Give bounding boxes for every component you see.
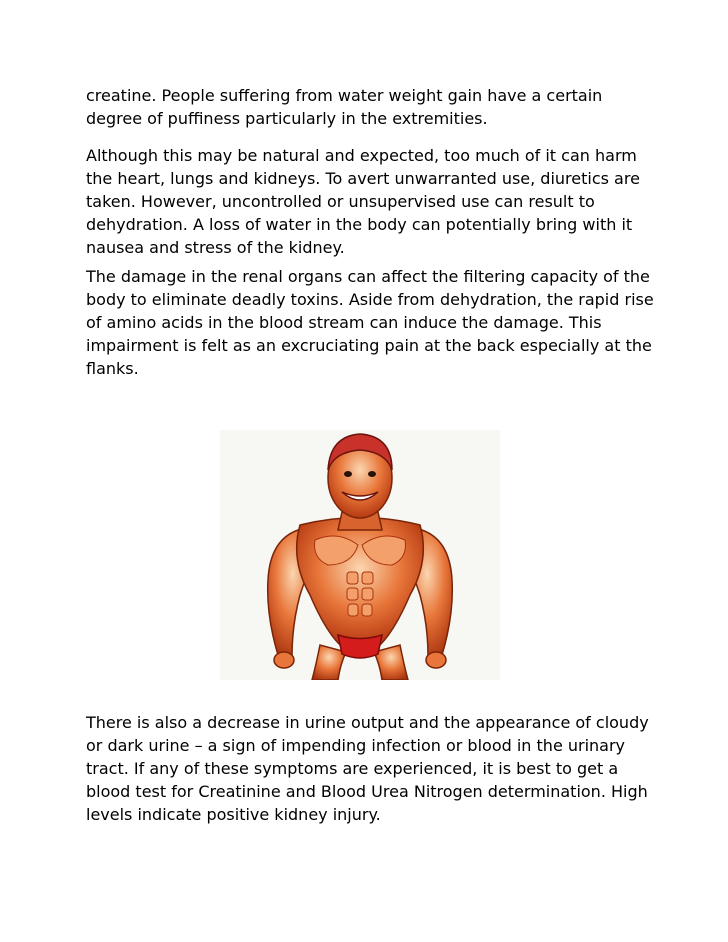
paragraph-text: creatine. People suffering from water weight gain have a certain degree of puffiness particularly in the extremities.: [86, 86, 603, 128]
paragraph-text: Although this may be natural and expected, too much of it can harm the heart, lungs and kidneys. To avert unwarranted use, diuretics are taken. However, uncontrolled or unsupervised use can result to dehydration. A loss of water in the body can potentially bring with it nausea and stress of the kidney.: [86, 146, 640, 257]
paragraph-text: The damage in the renal organs can affect the filtering capacity of the body to eliminate deadly toxins. Aside from dehydration, the rapid rise of amino acids in the blood stream can induce the damage. This impairment is felt as an excruciating pain at the back especially at the flanks.: [86, 267, 654, 378]
muscle-man-icon: [220, 430, 500, 680]
paragraph: [86, 711, 656, 826]
paragraph: [86, 84, 656, 130]
muscle-man-illustration: [220, 430, 500, 680]
paragraph: [86, 265, 656, 380]
paragraph-text: There is also a decrease in urine output and the appearance of cloudy or dark urine – a sign of impending infection or blood in the urinary tract. If any of these symptoms are experienced, it is best to get a blood test for Creatinine and Blood Urea Nitrogen determination. High levels indicate positive kidney injury.: [86, 713, 649, 824]
paragraph: [86, 144, 656, 259]
